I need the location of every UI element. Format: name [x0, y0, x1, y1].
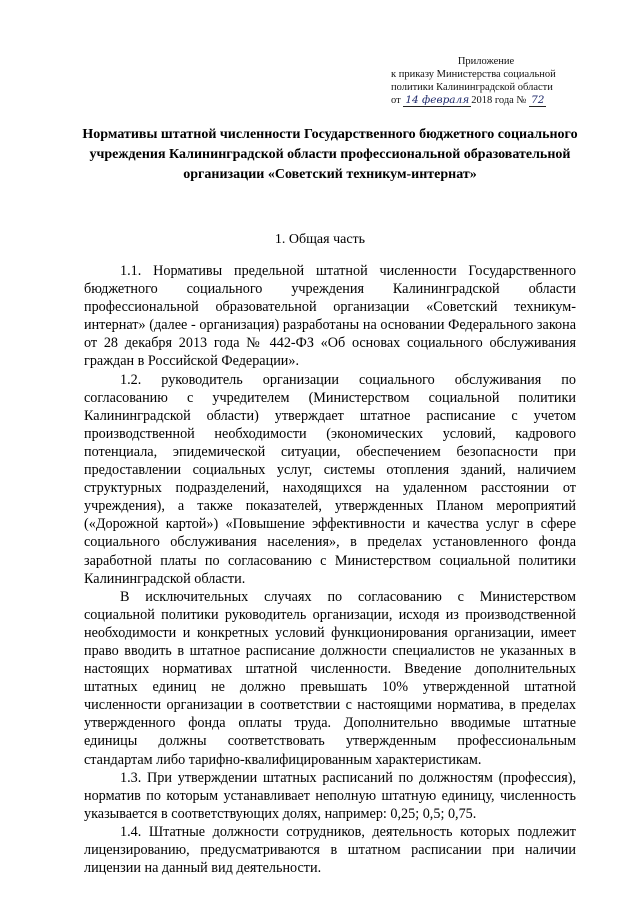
annex-line-1: Приложение	[457, 56, 515, 67]
annex-note	[391, 55, 581, 107]
annex-line-2: к приказу Министерства социальной	[391, 69, 556, 80]
paragraph-exceptions: В исключительных случаях по согласованию с Министерством социальной политики руководитель организации, исходя из производственной необходимости и конкретных условий функционирования организации, имеет право вводить в штатное расписание должности специалистов не указанных в настоящих нормативах штатной численности. Введение дополнительных штатных единиц не должно превышать 10% утвержденной штатной численности организации в соответствии с настоящими норматива, в пределах утвержденного фонда оплаты труда. Дополнительно вводимые штатные единицы должны соответствовать утвержденным профессиональным стандартам либо тарифно-квалифицированным характеристикам.	[84, 588, 576, 768]
annex-date-line	[391, 94, 581, 107]
handwritten-date: 14 февраля	[405, 94, 470, 106]
section-heading: 1. Общая часть	[274, 232, 366, 247]
paragraph-1-3: 1.3. При утверждении штатных расписаний по должностям (профессия), норматив по которым устанавливает неполную штатную единицу, численность указывается в соответствующих долях, например: 0,25; 0,5; 0,75.	[84, 769, 576, 822]
paragraph-1-2: 1.2. руководитель организации социального обслуживания по согласованию с учредителем (Министерством социальной политики Калининградской области) утверждает штатное расписание с учетом производственной необходимости (экономических условий, кадрового потенциала, эпидемической ситуации, обеспечением безопасности при предоставлении социальных услуг, системы отопления зданий, наличием структурных подразделений, находящихся на удаленном расстоянии от учреждения), а также показателей, утвержденных Планом мероприятий («Дорожной картой») «Повышение эффективности и качества услуг в сфере социального обслуживания населения», в пределах установленного фонда заработной платы по согласованию с Министерством социальной политики Калининградской области.	[84, 371, 576, 587]
paragraph-1-1: 1.1. Нормативы предельной штатной численности Государственного бюджетного социального учреждения Калининградской области профессиональной образовательной организации «Советский техникум-интернат» (далее - организация) разработаны на основании Федерального закона от 28 декабря 2013 года № 442-ФЗ «Об основах социального обслуживания граждан в Российской Федерации».	[84, 263, 576, 370]
annex-line-3: политики Калининградской области	[391, 82, 553, 93]
annex-date-prefix: от	[391, 95, 401, 106]
paragraph-1-4: 1.4. Штатные должности сотрудников, деятельность которых подлежит лицензированию, предусматриваются в штатном расписании при наличии лицензии на данный вид деятельности.	[84, 823, 576, 877]
document-title: Нормативы штатной численности Государственного бюджетного социального учреждения Калининградской области профессиональной образовательной организации «Советский техникум-интернат»	[82, 127, 578, 182]
handwritten-number: 72	[531, 94, 545, 106]
document-body	[84, 262, 576, 877]
annex-date-suffix: 2018 года №	[471, 95, 527, 106]
